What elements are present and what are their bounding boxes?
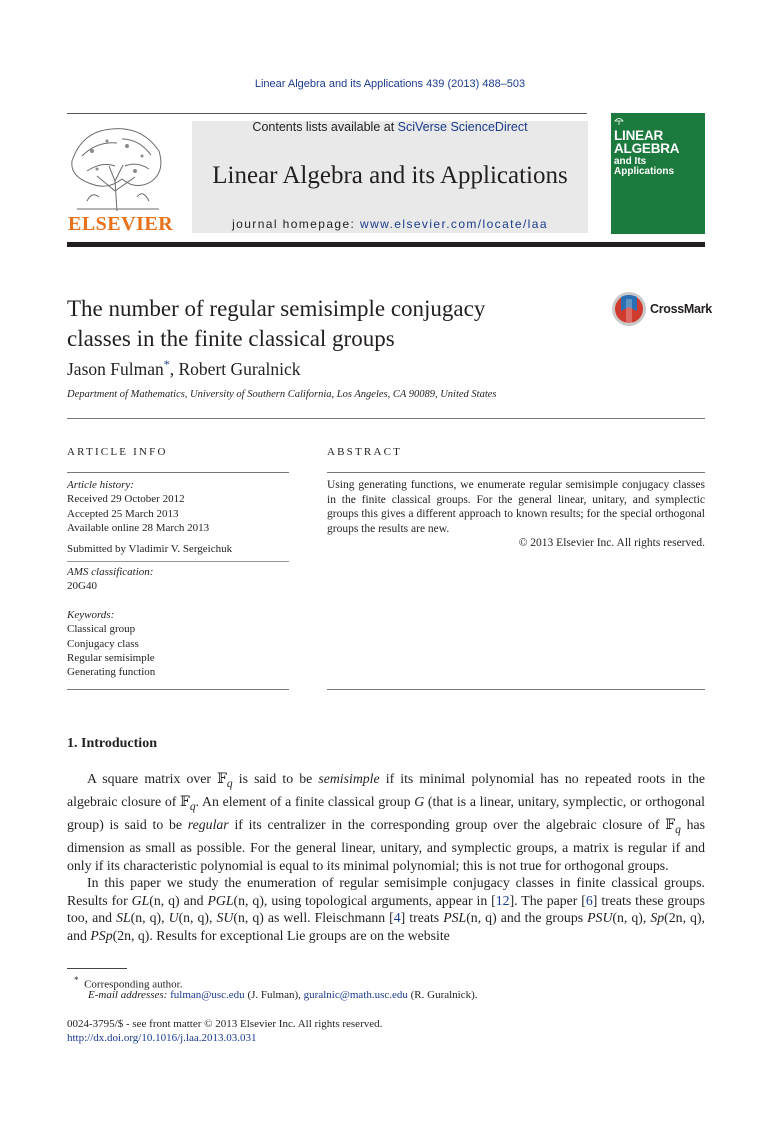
text-run: is said to be (232, 771, 319, 786)
subscript-q: q (226, 777, 233, 790)
group-GL: GL (131, 892, 150, 908)
keyword-item: Generating function (67, 666, 156, 679)
received-date: Received 29 October 2012 (67, 493, 185, 506)
group-PSp: PSp (90, 927, 113, 943)
text-run: In this paper we study the enumeration of regular semisimple conjugacy classes in finite classical groups. Results for (67, 875, 705, 908)
text-run: and (179, 892, 208, 908)
text-run: ] treats these groups too, and (67, 892, 705, 926)
abstract-text: Using generating functions, we enumerate regular semisimple conjugacy classes in the finite classical groups. For the general linear, unitary, and symplectic groups this gives a different approach to known results; for the special orthogonal groups the results are new. (327, 479, 705, 535)
footnote-corresponding-text: Corresponding author. (84, 978, 183, 991)
corresponding-mark[interactable]: * (163, 357, 170, 371)
args-2nq: (2n, q) (664, 910, 702, 926)
text-run: . Results for exceptional Lie groups are on the website (149, 927, 450, 943)
args-nq: (n, q) (466, 910, 497, 926)
header-rule-top (67, 113, 587, 114)
author-list (67, 357, 300, 380)
ams-classification (67, 565, 153, 594)
text-run: A square matrix over (87, 771, 218, 786)
online-date: Available online 28 March 2013 (67, 521, 210, 534)
author-fulman: Jason Fulman (67, 358, 164, 379)
header-rule-thick (67, 242, 705, 247)
submitted-rule (67, 561, 289, 562)
subscript-q: q (189, 800, 196, 813)
text-run: , (161, 910, 169, 926)
cover-line2: ALGEBRA (614, 141, 680, 156)
args-nq: (n, q) (178, 910, 210, 926)
cover-subtitle (614, 157, 674, 177)
contents-line (192, 120, 588, 134)
group-SU: SU (216, 910, 234, 926)
affiliation: Department of Mathematics, University of Southern California, Los Angeles, CA 90089, United States (67, 389, 497, 400)
keyword-item: Regular semisimple (67, 651, 155, 664)
crossmark-badge[interactable] (611, 291, 711, 327)
submitted-by: Submitted by Vladimir V. Sergeichuk (67, 543, 233, 555)
args-2nq: (2n, q) (112, 927, 150, 943)
cover-title (614, 129, 679, 155)
homepage-line (192, 217, 588, 231)
issn-line: 0024-3795/$ - see front matter © 2013 Elsevier Inc. All rights reserved. (67, 1018, 383, 1030)
sciencedirect-link[interactable]: SciVerse ScienceDirect (397, 120, 528, 134)
text-run: if its minimal polynomial has no repeated roots in the algebraic closure of (67, 771, 705, 810)
footnote-rule (67, 968, 127, 969)
text-run: ]. The paper [ (509, 892, 586, 908)
args-nq: (n, q) (130, 910, 162, 926)
email-name-guralnick: (R. Guralnick). (407, 989, 478, 1001)
reference-link-6[interactable]: 6 (585, 892, 593, 908)
accepted-date: Accepted 25 March 2013 (67, 507, 179, 520)
paper-title (67, 294, 587, 354)
text-run: as well. Fleischmann [ (263, 910, 394, 926)
cover-line1: LINEAR (614, 128, 664, 143)
abstract-body (327, 478, 705, 551)
abstract-bottom-rule (327, 689, 705, 690)
contents-prefix: Contents lists available at (252, 120, 398, 134)
reference-link-12[interactable]: 12 (495, 892, 510, 908)
history-label: Article history: (67, 479, 134, 491)
ams-label: AMS classification: (67, 566, 154, 578)
cover-line3: and Its (614, 156, 647, 167)
crossmark-icon (611, 291, 647, 327)
cover-line4: Applications (614, 166, 675, 177)
author-separator: , (169, 358, 179, 379)
args-nq: (n, q) (233, 910, 264, 926)
title-line1: The number of regular semisimple conjugacy (67, 296, 486, 321)
homepage-link[interactable]: www.elsevier.com/locate/laa (360, 217, 548, 231)
keyword-item: Conjugacy class (67, 637, 139, 650)
ams-value: 20G40 (67, 580, 97, 593)
text-run: has dimension as small as possible. For the general linear, unitary, and symplectic groups, a matrix is regular if and only if its characteristic polynomial is equal to its minimal polynomial; this is not true for orthogonal groups. (67, 817, 705, 873)
footnote-emails (88, 988, 478, 1003)
email-link-fulman[interactable]: fulman@usc.edu (170, 989, 245, 1001)
text-run: , (642, 910, 651, 926)
group-PGL: PGL (207, 892, 234, 908)
journal-cover (611, 113, 705, 234)
text-run: , and (67, 910, 705, 943)
doi-link[interactable]: http://dx.doi.org/10.1016/j.laa.2013.03.031 (67, 1032, 257, 1044)
email-label: E-mail addresses: (88, 989, 168, 1001)
article-info-heading: ARTICLE INFO (67, 446, 168, 458)
journal-title: Linear Algebra and its Applications (212, 162, 568, 189)
article-info-bottom-rule (67, 689, 289, 690)
args-nq: (n, q) (612, 910, 643, 926)
cover-tree-icon (614, 117, 624, 126)
term-semisimple: semisimple (318, 771, 380, 786)
keywords (67, 608, 155, 679)
section-heading-introduction: 1. Introduction (67, 736, 157, 751)
args-nq: (n, q) (149, 892, 180, 908)
keyword-item: Classical group (67, 623, 136, 636)
affiliation-rule (67, 418, 705, 419)
field-symbol: 𝔽 (180, 794, 190, 810)
text-run: , using topological arguments, appear in [ (263, 892, 496, 908)
keywords-label: Keywords: (67, 609, 115, 621)
term-regular: regular (187, 817, 229, 833)
article-history (67, 478, 289, 535)
elsevier-wordmark: ELSEVIER (68, 213, 174, 235)
subscript-q: q (675, 824, 681, 837)
title-line2: classes in the finite classical groups (67, 326, 395, 351)
email-name-fulman: (J. Fulman), (244, 989, 304, 1001)
group-SL: SL (116, 910, 131, 926)
article-info-rule (67, 472, 289, 473)
text-run: and the groups (496, 910, 588, 926)
group-Sp: Sp (650, 910, 665, 926)
symbol-G: G (414, 794, 425, 810)
homepage-prefix: journal homepage: (232, 217, 361, 231)
crossmark-label: CrossMark (650, 302, 712, 316)
group-PSU: PSU (587, 910, 613, 926)
elsevier-tree-logo (67, 121, 167, 213)
text-run: (that is a linear, unitary, symplectic, or orthogonal group) is said to be (67, 794, 705, 833)
group-U: U (168, 910, 179, 926)
footnote-mark: * (74, 975, 79, 985)
field-symbol: 𝔽 (665, 817, 676, 833)
text-run: ] treats (400, 910, 444, 926)
args-nq: (n, q) (233, 892, 264, 908)
text-run: if its centralizer in the corresponding group over the algebraic closure of (228, 817, 666, 833)
abstract-copyright: © 2013 Elsevier Inc. All rights reserved. (518, 537, 705, 550)
text-run: . An element of a finite classical group (195, 794, 415, 810)
field-symbol: 𝔽 (217, 771, 227, 786)
text-run: , (209, 910, 217, 926)
email-link-guralnick[interactable]: guralnic@math.usc.edu (303, 989, 408, 1001)
intro-paragraph-1 (67, 770, 705, 944)
group-PSL: PSL (443, 910, 467, 926)
abstract-heading: ABSTRACT (327, 446, 403, 458)
reference-link-4[interactable]: 4 (393, 910, 401, 926)
journal-citation: Linear Algebra and its Applications 439 (2013) 488–503 (254, 78, 526, 90)
author-guralnick: Robert Guralnick (178, 358, 301, 379)
abstract-rule (327, 472, 705, 473)
